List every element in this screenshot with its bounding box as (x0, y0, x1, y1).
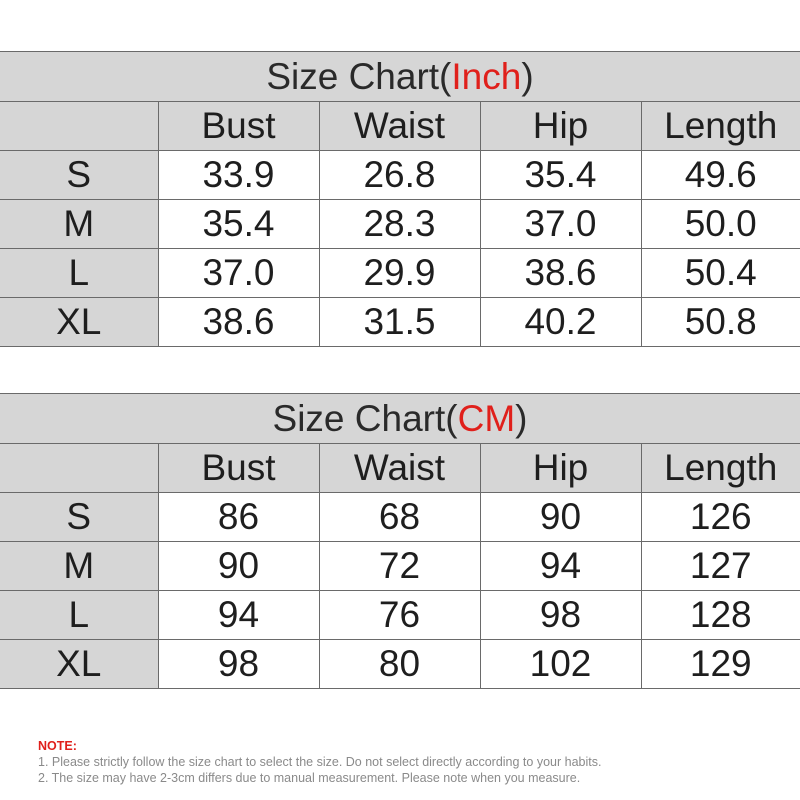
table-cell: 50.4 (641, 249, 800, 298)
table-cell: 50.0 (641, 200, 800, 249)
row-header-size: XL (0, 298, 158, 347)
table-cell: 38.6 (480, 249, 641, 298)
table-cell: 90 (158, 542, 319, 591)
table-cell: 129 (641, 640, 800, 689)
column-header-waist: Waist (319, 102, 480, 151)
column-header-length: Length (641, 102, 800, 151)
column-header-bust: Bust (158, 444, 319, 493)
row-header-size: S (0, 151, 158, 200)
size-table (0, 102, 800, 346)
chart-title-prefix: Size Chart( (266, 56, 452, 97)
table-cell: 38.6 (158, 298, 319, 347)
table-cell: 26.8 (319, 151, 480, 200)
size-chart-cm (0, 393, 800, 689)
table-row (0, 542, 800, 591)
table-row (0, 298, 800, 347)
header-row (0, 102, 800, 151)
size-chart-inch (0, 51, 800, 347)
row-header-size: M (0, 200, 158, 249)
column-header-bust: Bust (158, 102, 319, 151)
size-note (38, 738, 601, 786)
table-cell: 90 (480, 493, 641, 542)
table-cell: 76 (319, 591, 480, 640)
row-header-size: S (0, 493, 158, 542)
chart-unit-label: Inch (451, 56, 522, 97)
row-header-size: XL (0, 640, 158, 689)
table-cell: 94 (158, 591, 319, 640)
table-cell: 98 (158, 640, 319, 689)
table-cell: 127 (641, 542, 800, 591)
chart-unit-label: CM (457, 398, 516, 439)
chart-title (0, 52, 800, 102)
header-row (0, 444, 800, 493)
corner-cell (0, 444, 158, 493)
chart-title-suffix: ) (515, 398, 528, 439)
table-cell: 68 (319, 493, 480, 542)
table-cell: 37.0 (158, 249, 319, 298)
table-row (0, 151, 800, 200)
table-cell: 29.9 (319, 249, 480, 298)
table-row (0, 493, 800, 542)
table-row (0, 591, 800, 640)
row-header-size: L (0, 249, 158, 298)
table-cell: 40.2 (480, 298, 641, 347)
table-cell: 50.8 (641, 298, 800, 347)
table-cell: 86 (158, 493, 319, 542)
table-cell: 80 (319, 640, 480, 689)
row-header-size: L (0, 591, 158, 640)
note-line: 2. The size may have 2-3cm differs due to manual measurement. Please note when you measure. (38, 771, 581, 785)
chart-title-suffix: ) (521, 56, 534, 97)
table-cell: 31.5 (319, 298, 480, 347)
table-cell: 72 (319, 542, 480, 591)
table-cell: 49.6 (641, 151, 800, 200)
column-header-hip: Hip (480, 444, 641, 493)
column-header-waist: Waist (319, 444, 480, 493)
chart-title-prefix: Size Chart( (272, 398, 458, 439)
table-cell: 35.4 (158, 200, 319, 249)
column-header-length: Length (641, 444, 800, 493)
table-row (0, 249, 800, 298)
column-header-hip: Hip (480, 102, 641, 151)
chart-title (0, 394, 800, 444)
row-header-size: M (0, 542, 158, 591)
table-row (0, 200, 800, 249)
table-cell: 126 (641, 493, 800, 542)
size-table (0, 444, 800, 688)
note-line: 1. Please strictly follow the size chart to select the size. Do not select directly according to your habits. (38, 755, 602, 769)
table-cell: 35.4 (480, 151, 641, 200)
note-title: NOTE: (38, 739, 77, 753)
table-cell: 98 (480, 591, 641, 640)
table-cell: 94 (480, 542, 641, 591)
corner-cell (0, 102, 158, 151)
table-cell: 128 (641, 591, 800, 640)
table-row (0, 640, 800, 689)
table-cell: 28.3 (319, 200, 480, 249)
table-cell: 33.9 (158, 151, 319, 200)
table-cell: 37.0 (480, 200, 641, 249)
table-cell: 102 (480, 640, 641, 689)
